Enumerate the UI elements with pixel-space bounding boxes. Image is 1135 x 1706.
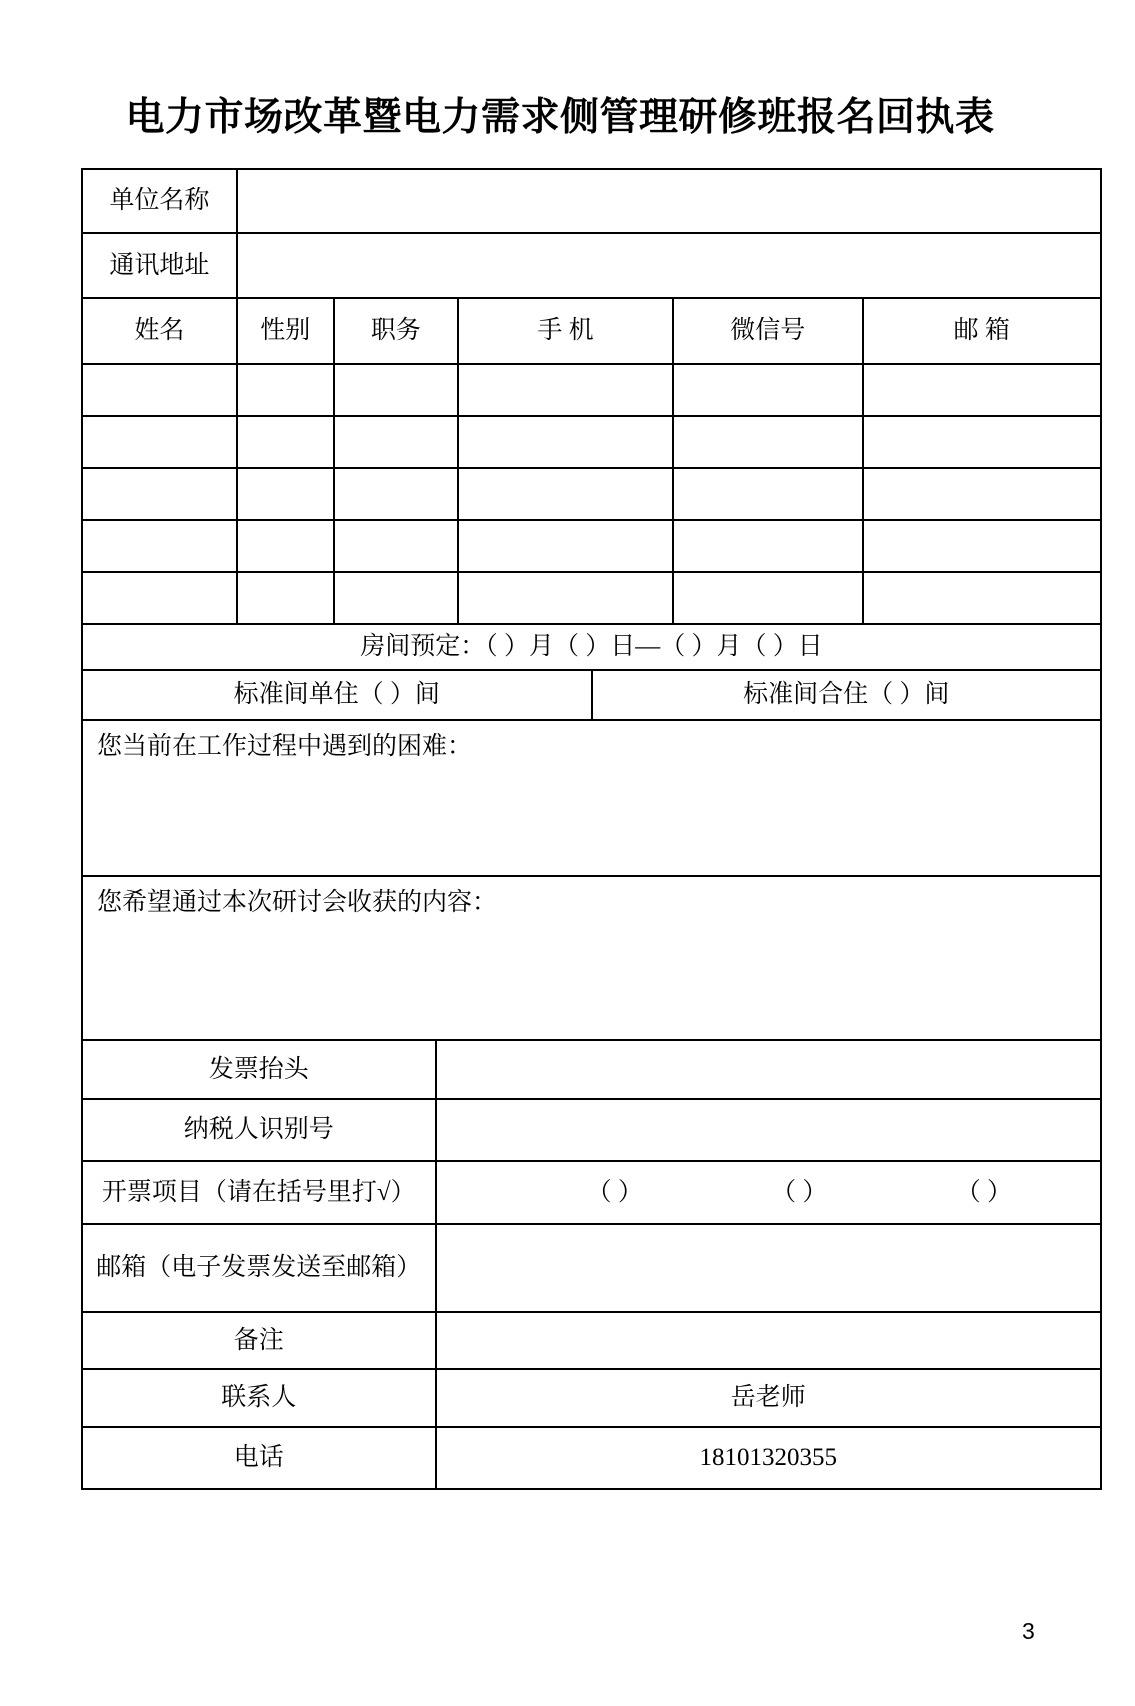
- single-room-cell[interactable]: 标准间单住（ ）间: [83, 671, 593, 721]
- attendee-row: [83, 521, 1102, 573]
- attendee-cell[interactable]: [238, 417, 335, 469]
- shared-room-cell[interactable]: 标准间合住（ ）间: [593, 671, 1103, 721]
- invoice-item-label: 开票项目（请在括号里打√）: [83, 1162, 437, 1225]
- registration-table: [81, 168, 1102, 1490]
- attendee-cell[interactable]: [83, 469, 238, 521]
- address-label: 通讯地址: [83, 234, 238, 299]
- phone-value: 18101320355: [437, 1428, 1102, 1490]
- attendee-cell[interactable]: [238, 365, 335, 417]
- attendee-header-name: 姓名: [83, 299, 238, 365]
- attendee-cell[interactable]: [459, 573, 674, 625]
- attendee-row: [83, 573, 1102, 625]
- unit-name-label: 单位名称: [83, 170, 238, 234]
- attendee-header-mobile: 手 机: [459, 299, 674, 365]
- attendee-row: [83, 469, 1102, 521]
- attendee-cell[interactable]: [864, 417, 1102, 469]
- invoice-email-row: [83, 1225, 1102, 1313]
- attendee-cell[interactable]: [459, 365, 674, 417]
- attendee-cell[interactable]: [335, 469, 459, 521]
- phone-row: [83, 1428, 1102, 1490]
- unit-name-input-cell[interactable]: [238, 170, 1102, 234]
- attendee-cell[interactable]: [83, 365, 238, 417]
- attendee-row: [83, 365, 1102, 417]
- expectations-row: [83, 877, 1102, 1041]
- attendee-cell[interactable]: [335, 573, 459, 625]
- invoice-title-label: 发票抬头: [83, 1041, 437, 1100]
- attendee-header-position: 职务: [335, 299, 459, 365]
- paren-option[interactable]: （ ）: [586, 1178, 643, 1206]
- remarks-input-cell[interactable]: [437, 1313, 1102, 1370]
- attendee-row: [83, 417, 1102, 469]
- attendee-cell[interactable]: [238, 573, 335, 625]
- page-title: 电力市场改革暨电力需求侧管理研修班报名回执表: [125, 96, 995, 139]
- attendee-cell[interactable]: [674, 521, 864, 573]
- taxpayer-id-input-cell[interactable]: [437, 1100, 1102, 1162]
- invoice-email-label: 邮箱（电子发票发送至邮箱）: [83, 1225, 437, 1313]
- invoice-title-row: [83, 1041, 1102, 1100]
- attendee-cell[interactable]: [459, 521, 674, 573]
- contact-value: 岳老师: [437, 1370, 1102, 1428]
- taxpayer-id-row: [83, 1100, 1102, 1162]
- attendee-header-email: 邮 箱: [864, 299, 1102, 365]
- attendee-cell[interactable]: [674, 469, 864, 521]
- contact-label: 联系人: [83, 1370, 437, 1428]
- attendee-cell[interactable]: [238, 469, 335, 521]
- attendee-cell[interactable]: [335, 365, 459, 417]
- attendee-cell[interactable]: [674, 365, 864, 417]
- invoice-email-input-cell[interactable]: [437, 1225, 1102, 1313]
- remarks-row: [83, 1313, 1102, 1370]
- attendee-header-gender: 性别: [238, 299, 335, 365]
- contact-row: [83, 1370, 1102, 1428]
- page-number: 3: [1022, 1618, 1035, 1644]
- difficulties-cell[interactable]: 您当前在工作过程中遇到的困难：: [83, 721, 1102, 877]
- attendee-cell[interactable]: [674, 417, 864, 469]
- difficulties-row: [83, 721, 1102, 877]
- room-type-row: [83, 671, 1102, 721]
- unit-name-row: [83, 170, 1102, 234]
- attendee-header-row: [83, 299, 1102, 365]
- attendee-cell[interactable]: [674, 573, 864, 625]
- invoice-title-input-cell[interactable]: [437, 1041, 1102, 1100]
- room-booking-row: [83, 625, 1102, 671]
- address-row: [83, 234, 1102, 299]
- expectations-cell[interactable]: 您希望通过本次研讨会收获的内容：: [83, 877, 1102, 1041]
- attendee-cell[interactable]: [459, 469, 674, 521]
- phone-label: 电话: [83, 1428, 437, 1490]
- paren-option[interactable]: （ ）: [955, 1178, 1012, 1206]
- attendee-cell[interactable]: [83, 521, 238, 573]
- paren-option[interactable]: （ ）: [771, 1178, 828, 1206]
- invoice-item-options-cell: [437, 1162, 1102, 1225]
- remarks-label: 备注: [83, 1313, 437, 1370]
- attendee-cell[interactable]: [335, 521, 459, 573]
- attendee-cell[interactable]: [864, 365, 1102, 417]
- attendee-cell[interactable]: [238, 521, 335, 573]
- taxpayer-id-label: 纳税人识别号: [83, 1100, 437, 1162]
- attendee-cell[interactable]: [864, 521, 1102, 573]
- attendee-cell[interactable]: [864, 469, 1102, 521]
- attendee-cell[interactable]: [83, 417, 238, 469]
- address-input-cell[interactable]: [238, 234, 1102, 299]
- attendee-cell[interactable]: [459, 417, 674, 469]
- attendee-cell[interactable]: [83, 573, 238, 625]
- attendee-header-wechat: 微信号: [674, 299, 864, 365]
- attendee-cell[interactable]: [864, 573, 1102, 625]
- attendee-cell[interactable]: [335, 417, 459, 469]
- room-booking-label-cell[interactable]: 房间预定：（ ）月（ ）日—（ ）月（ ）日: [83, 625, 1102, 671]
- invoice-item-row: [83, 1162, 1102, 1225]
